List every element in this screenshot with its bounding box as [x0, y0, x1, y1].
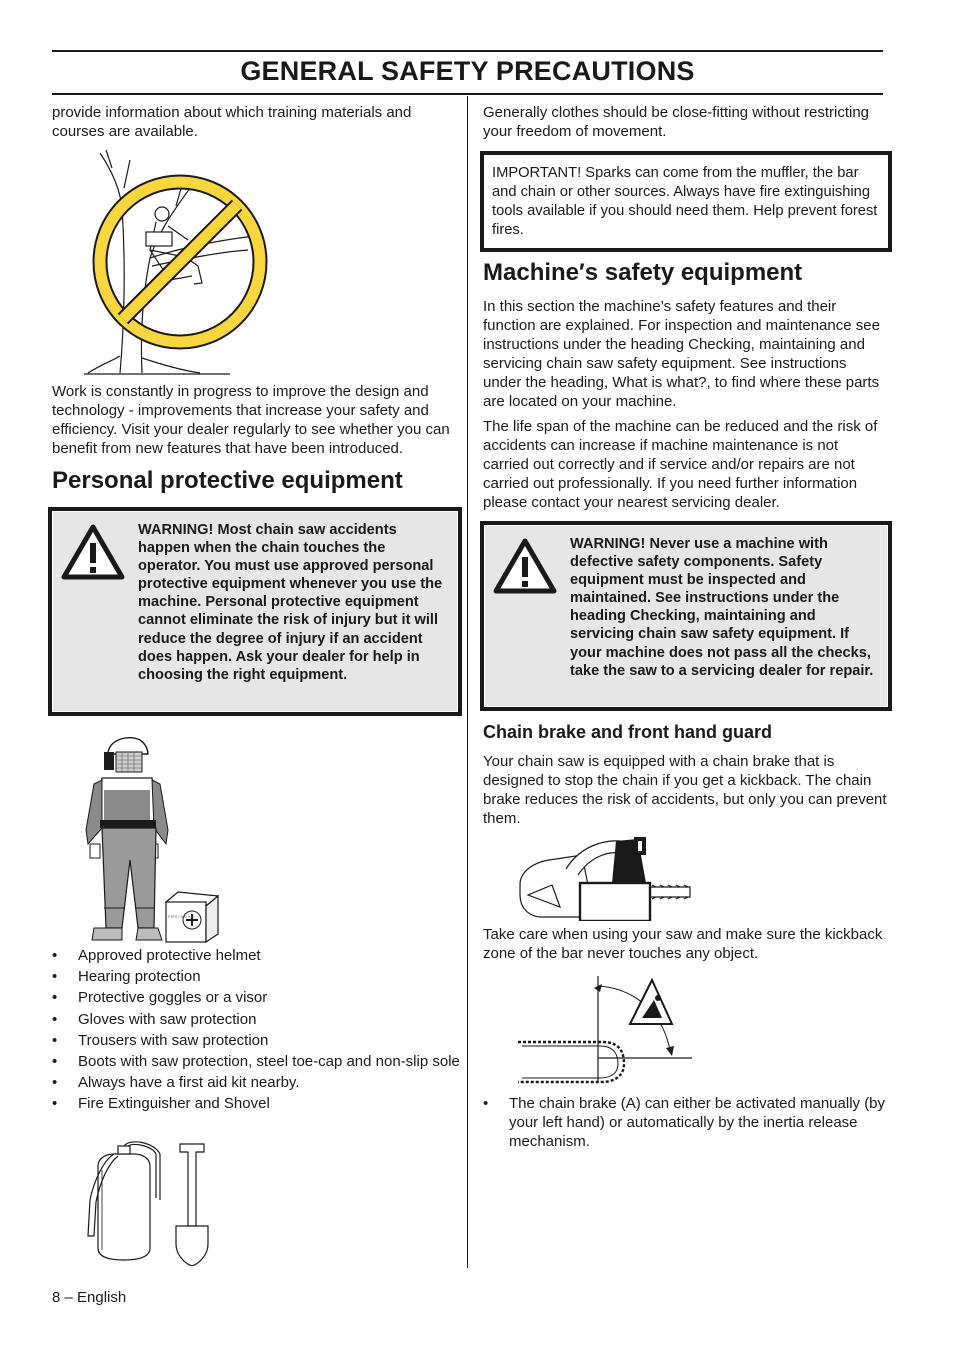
important-text: IMPORTANT! Sparks can come from the muffler, the bar and chain or other sources. Always have fire extinguishing tools available if you should need them. Help prevent forest fires. — [492, 165, 878, 238]
no-tree-climbing-illustration — [80, 148, 280, 376]
header-bottom-rule — [52, 93, 883, 95]
list-item: • The chain brake (A) can either be activated manually (by your left hand) or automatically by the inertia release mechanism. — [483, 1094, 887, 1151]
ppe-heading: Personal protective equipment — [52, 467, 403, 494]
ppe-warning-text: WARNING! Most chain saw accidents happen when the chain touches the operator. You must use approved personal protective equipment whenever you use the machine. Personal protective equipment cannot eliminate the risk of injury but it will reduce the degree of injury if an accident does happen. Ask your dealer for help in choosing the right equipment. — [138, 522, 443, 683]
column-divider — [467, 96, 468, 1268]
list-item: • Gloves with saw protection — [52, 1010, 462, 1029]
machine-warning-box — [480, 521, 892, 711]
kickback-zone-illustration — [512, 970, 696, 1088]
protective-equipment-illustration — [80, 732, 230, 944]
list-item: • Hearing protection — [52, 967, 462, 986]
machine-warning-text: WARNING! Never use a machine with defective safety components. Safety equipment must be inspected and maintained. See instructions under the heading Checking, maintaining and servicing chain saw safety equipment. If your machine does not pass all the checks, take the saw to a servicing dealer for repair. — [570, 536, 874, 679]
list-item: • Boots with saw protection, steel toe-cap and non-slip sole — [52, 1052, 462, 1071]
chain-brake-paragraph-1: Your chain saw is equipped with a chain brake that is designed to stop the chain if you get a kickback. The chain brake reduces the risk of accidents, but only you can prevent them. — [483, 753, 887, 827]
page-title: GENERAL SAFETY PRECAUTIONS — [240, 56, 695, 86]
first-aid-kit-label: FIRST AID KIT — [168, 914, 195, 919]
header-top-rule — [52, 50, 883, 52]
ppe-warning-box — [48, 507, 462, 716]
list-item: • Protective goggles or a visor — [52, 988, 462, 1007]
warning-triangle-icon — [492, 537, 558, 595]
list-item: • Approved protective helmet — [52, 946, 462, 965]
chainsaw-hand-guard-illustration — [512, 835, 692, 921]
page-number: 8 – English — [52, 1289, 127, 1306]
list-item: • Trousers with saw protection — [52, 1031, 462, 1050]
intro-paragraph: provide information about which training materials and courses are available. — [52, 104, 412, 140]
work-progress-paragraph: Work is constantly in progress to improve the design and technology - improvements that increase your safety and efficiency. Visit your dealer regularly to see whether you can benefit from new features that have been introduced. — [52, 383, 450, 457]
warning-triangle-icon — [60, 523, 126, 581]
ppe-list — [52, 946, 462, 1116]
list-item: • Fire Extinguisher and Shovel — [52, 1094, 462, 1113]
clothes-paragraph: Generally clothes should be close-fitting without restricting your freedom of movement. — [483, 104, 870, 140]
machine-safety-paragraph-1: In this section the machine’s safety features and their function are explained. For inspection and maintenance see instructions under the heading Checking, maintaining and servicing chain saw safety equipment. See instructions under the heading, What is what?, to find where these parts are located on your machine. — [483, 298, 880, 410]
chain-brake-paragraph-2: Take care when using your saw and make sure the kickback zone of the bar never touches any object. — [483, 926, 883, 962]
extinguisher-shovel-illustration — [84, 1140, 224, 1266]
chain-brake-heading: Chain brake and front hand guard — [483, 722, 773, 742]
list-item: • Always have a first aid kit nearby. — [52, 1073, 462, 1092]
important-box — [480, 151, 892, 252]
machine-safety-heading: Machine′s safety equipment — [483, 259, 803, 286]
machine-safety-paragraph-2: The life span of the machine can be reduced and the risk of accidents can increase if machine maintenance is not carried out correctly and if service and/or repairs are not carried out professionally. If you need further information please contact your nearest servicing dealer. — [483, 418, 878, 511]
chain-brake-list — [483, 1094, 887, 1153]
